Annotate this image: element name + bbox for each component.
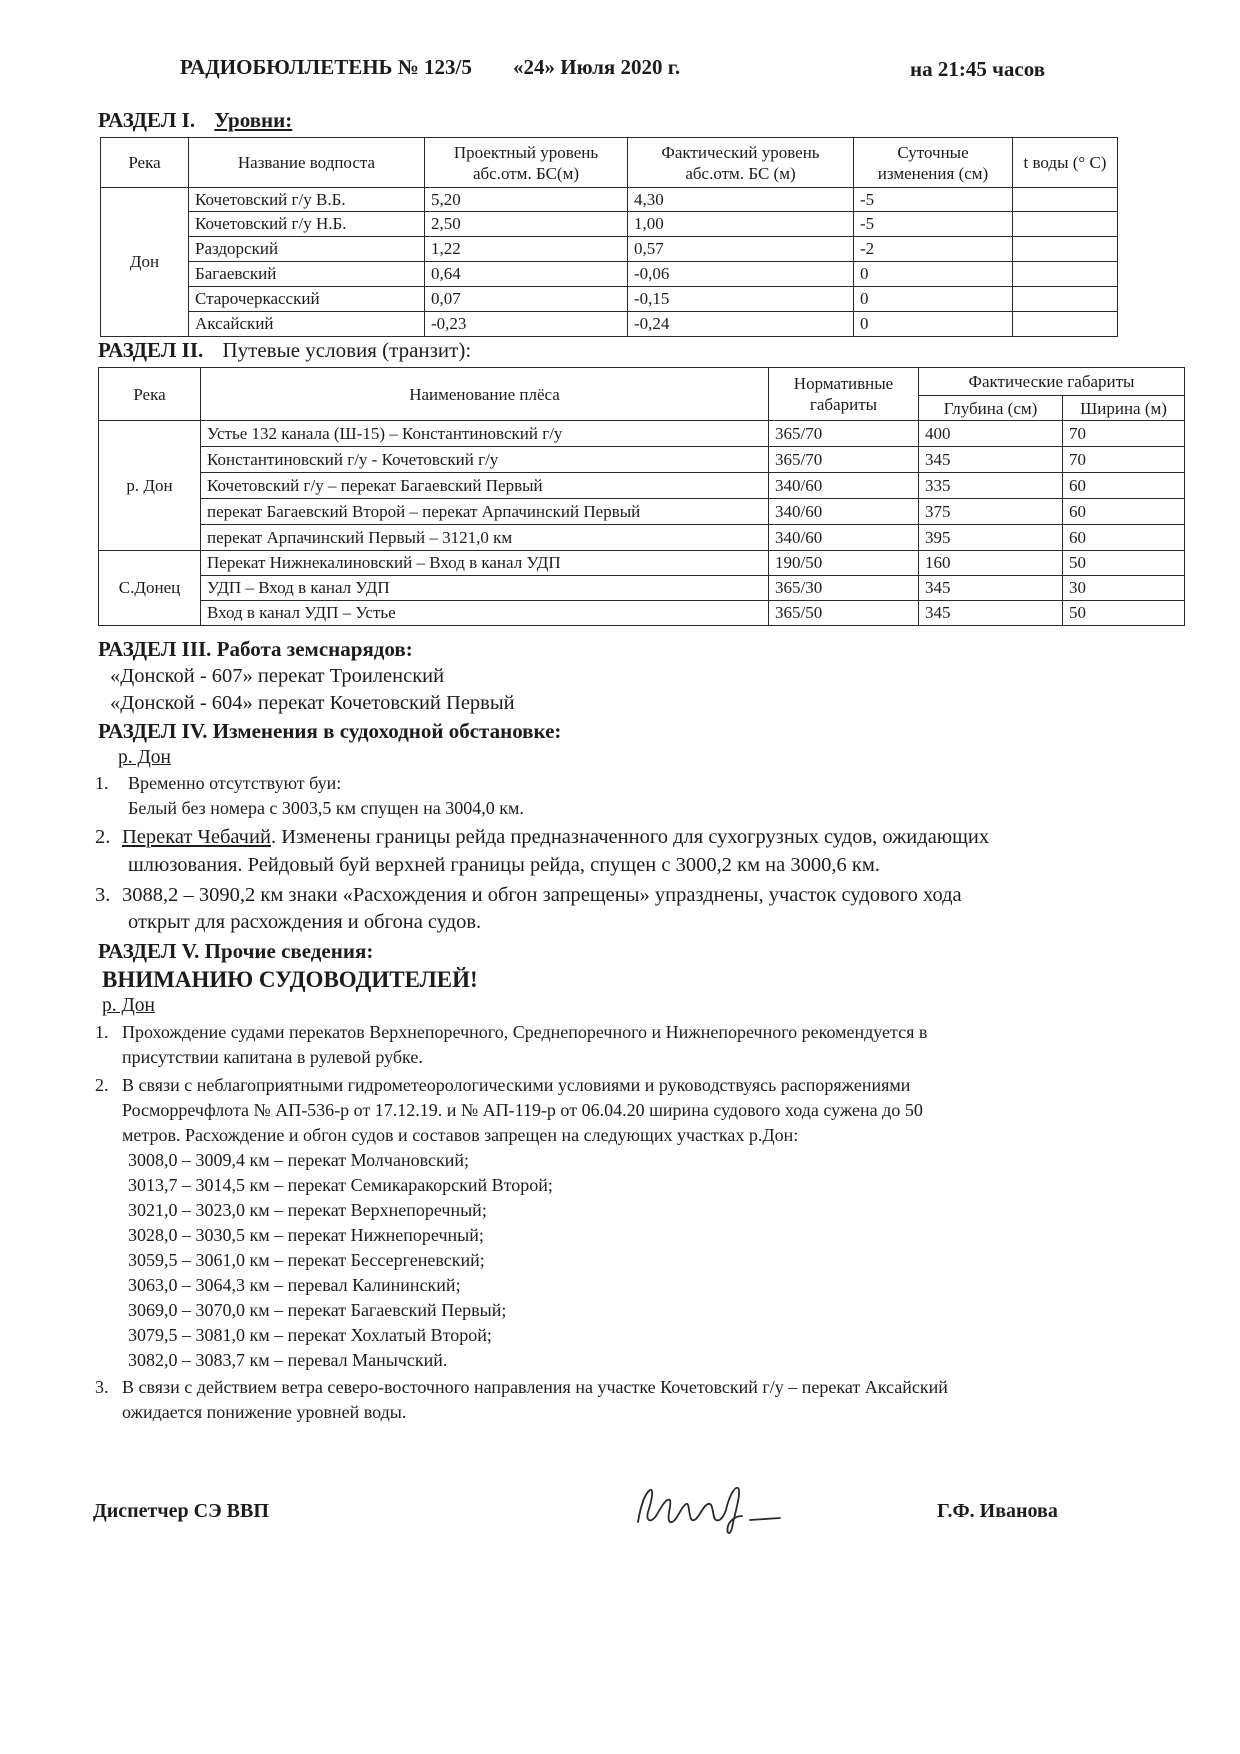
- levels-col-actual: Фактический уровень абс.отм. БС (м): [628, 138, 854, 188]
- restricted-stretch: 3069,0 – 3070,0 км – перекат Багаевский Первый;: [128, 1300, 507, 1320]
- s5-item2-line2: Росморречфлота № АП-536-р от 17.12.19. и № АП-119-р от 06.04.20 ширина судового хода сужена до 50: [122, 1100, 923, 1120]
- daily-change: 0: [854, 312, 1013, 337]
- dispatcher-position: Диспетчер СЭ ВВП: [93, 1500, 269, 1522]
- section1-title: Уровни:: [214, 108, 293, 132]
- restricted-stretch: 3013,7 – 3014,5 км – перекат Семикаракорский Второй;: [128, 1175, 553, 1195]
- s5-item3-line2: ожидается понижение уровней воды.: [122, 1402, 407, 1422]
- section5-river-label: р. Дон: [102, 995, 155, 1016]
- design-level: -0,23: [425, 312, 628, 337]
- restricted-stretch: 3063,0 – 3064,3 км – перевал Калининский;: [128, 1275, 461, 1295]
- stretch-name: Перекат Нижнекалиновский – Вход в канал УДП: [201, 551, 769, 576]
- table-row: [99, 525, 1185, 551]
- s5-item2-line3: метров. Расхождение и обгон судов и составов запрещен на следующих участках р.Дон:: [122, 1125, 799, 1145]
- route-col-norm: Нормативные габариты: [769, 368, 919, 421]
- table-row: [99, 447, 1185, 473]
- stretch-name: Устье 132 канала (Ш-15) – Константиновский г/у: [201, 421, 769, 447]
- dredger-item: «Донской - 604» перекат Кочетовский Первый: [110, 692, 515, 714]
- section2-heading: [98, 338, 471, 363]
- daily-change: -2: [854, 237, 1013, 262]
- actual-width: 60: [1063, 473, 1185, 499]
- handwritten-signature: [630, 1480, 800, 1540]
- water-temp: [1013, 287, 1118, 312]
- table-row: [99, 601, 1185, 626]
- design-level: 1,22: [425, 237, 628, 262]
- route-header-row: [99, 368, 1185, 396]
- s4-item3-line1: 3088,2 – 3090,2 км знаки «Расхождения и обгон запрещены» упразднены, участок судового хода: [122, 884, 962, 906]
- levels-col-design: Проектный уровень абс.отм. БС(м): [425, 138, 628, 188]
- s5-item2-line1: В связи с неблагоприятными гидрометеорологическими условиями и руководствуясь распоряжениями: [122, 1075, 911, 1095]
- list-number: 2.: [95, 1075, 109, 1095]
- water-temp: [1013, 262, 1118, 287]
- table-row: [101, 287, 1118, 312]
- stretch-name: перекат Багаевский Второй – перекат Арпачинский Первый: [201, 499, 769, 525]
- norm-dimensions: 365/30: [769, 576, 919, 601]
- actual-width: 30: [1063, 576, 1185, 601]
- table-row: [101, 237, 1118, 262]
- table-row: [101, 188, 1118, 212]
- design-level: 0,64: [425, 262, 628, 287]
- table-row: [101, 212, 1118, 237]
- section1-number: РАЗДЕЛ I.: [98, 108, 196, 132]
- table-row: [101, 262, 1118, 287]
- daily-change: 0: [854, 262, 1013, 287]
- actual-width: 70: [1063, 447, 1185, 473]
- norm-dimensions: 340/60: [769, 499, 919, 525]
- actual-level: -0,15: [628, 287, 854, 312]
- post-name: Багаевский: [189, 262, 425, 287]
- stretch-name: УДП – Вход в канал УДП: [201, 576, 769, 601]
- s4-item2-line2: шлюзования. Рейдовый буй верхней границы рейда, спущен с 3000,2 км на 3000,6 км.: [128, 854, 880, 876]
- water-temp: [1013, 188, 1118, 212]
- levels-header-row: [101, 138, 1118, 188]
- actual-width: 60: [1063, 499, 1185, 525]
- s4-item1-line1: Временно отсутствуют буи:: [128, 773, 342, 793]
- section5-heading: [98, 939, 373, 964]
- actual-width: 60: [1063, 525, 1185, 551]
- norm-dimensions: 190/50: [769, 551, 919, 576]
- bulletin-time: на 21:45 часов: [910, 57, 1046, 81]
- actual-depth: 375: [919, 499, 1063, 525]
- design-level: 0,07: [425, 287, 628, 312]
- route-col-stretch: Наименование плёса: [201, 368, 769, 421]
- daily-change: 0: [854, 287, 1013, 312]
- actual-depth: 400: [919, 421, 1063, 447]
- table-row: [99, 421, 1185, 447]
- water-temp: [1013, 312, 1118, 337]
- norm-dimensions: 340/60: [769, 473, 919, 499]
- section5-title: РАЗДЕЛ V. Прочие сведения:: [98, 939, 374, 963]
- actual-depth: 345: [919, 601, 1063, 626]
- norm-dimensions: 365/70: [769, 447, 919, 473]
- table-row: [99, 576, 1185, 601]
- restricted-stretch: 3079,5 – 3081,0 км – перекат Хохлатый Второй;: [128, 1325, 492, 1345]
- section4-river-label: р. Дон: [118, 747, 171, 768]
- levels-col-change: Суточные изменения (см): [854, 138, 1013, 188]
- actual-depth: 160: [919, 551, 1063, 576]
- section5-river: [102, 995, 155, 1017]
- dispatcher-name: Г.Ф. Иванова: [937, 1500, 1058, 1522]
- restricted-stretch: 3028,0 – 3030,5 км – перекат Нижнепоречный;: [128, 1225, 484, 1245]
- dredger-item: «Донской - 607» перекат Троиленский: [110, 665, 445, 687]
- post-name: Раздорский: [189, 237, 425, 262]
- levels-col-river: Река: [101, 138, 189, 188]
- actual-width: 50: [1063, 601, 1185, 626]
- actual-depth: 395: [919, 525, 1063, 551]
- s4-item2-line1: [122, 826, 989, 849]
- section3-heading: [98, 637, 413, 662]
- list-number: 3.: [95, 1377, 109, 1397]
- table-row: [99, 551, 1185, 576]
- s4-item1-line2: Белый без номера с 3003,5 км спущен на 3004,0 км.: [128, 798, 524, 818]
- s5-item1-line2: присутствии капитана в рулевой рубке.: [122, 1047, 423, 1067]
- actual-width: 50: [1063, 551, 1185, 576]
- section4-river: [118, 747, 171, 769]
- section2-title: Путевые условия (транзит):: [222, 338, 472, 362]
- stretch-name: Константиновский г/у - Кочетовский г/у: [201, 447, 769, 473]
- route-col-depth: Глубина (см): [919, 396, 1063, 421]
- actual-width: 70: [1063, 421, 1185, 447]
- levels-table: [100, 137, 1118, 337]
- actual-level: -0,06: [628, 262, 854, 287]
- section4-title: РАЗДЕЛ IV. Изменения в судоходной обстановке:: [98, 719, 562, 743]
- section1-heading: [98, 108, 292, 133]
- stretch-name: Вход в канал УДП – Устье: [201, 601, 769, 626]
- route-river-cell: С.Донец: [99, 551, 201, 626]
- design-level: 5,20: [425, 188, 628, 212]
- bulletin-date: «24» Июля 2020 г.: [513, 55, 681, 79]
- list-number: 1.: [95, 773, 109, 793]
- daily-change: -5: [854, 188, 1013, 212]
- route-col-width: Ширина (м): [1063, 396, 1185, 421]
- actual-depth: 345: [919, 447, 1063, 473]
- restricted-stretch: 3008,0 – 3009,4 км – перекат Молчановский;: [128, 1150, 469, 1170]
- table-row: [99, 473, 1185, 499]
- levels-river-cell: Дон: [101, 188, 189, 337]
- attention-heading: [102, 967, 478, 993]
- norm-dimensions: 365/50: [769, 601, 919, 626]
- post-name: Старочеркасский: [189, 287, 425, 312]
- s5-item3-line1: В связи с действием ветра северо-восточного направления на участке Кочетовский г/у – перекат Аксайский: [122, 1377, 948, 1397]
- s4-item3-line2: открыт для расхождения и обгона судов.: [128, 911, 482, 933]
- table-row: [99, 499, 1185, 525]
- route-col-river: Река: [99, 368, 201, 421]
- actual-level: 4,30: [628, 188, 854, 212]
- post-name: Кочетовский г/у Н.Б.: [189, 212, 425, 237]
- section2-number: РАЗДЕЛ II.: [98, 338, 204, 362]
- stretch-name: Кочетовский г/у – перекат Багаевский Первый: [201, 473, 769, 499]
- daily-change: -5: [854, 212, 1013, 237]
- levels-col-post: Название водпоста: [189, 138, 425, 188]
- list-number: 1.: [95, 1022, 109, 1042]
- attention-title: ВНИМАНИЮ СУДОВОДИТЕЛЕЙ!: [102, 967, 478, 992]
- post-name: Аксайский: [189, 312, 425, 337]
- actual-depth: 335: [919, 473, 1063, 499]
- s4-item2-line1-text: . Изменены границы рейда предназначенного для сухогрузных судов, ожидающих: [270, 826, 990, 848]
- table-row: [101, 312, 1118, 337]
- route-river-cell: р. Дон: [99, 421, 201, 551]
- cebachiy-rift-link: Перекат Чебачий: [122, 826, 271, 848]
- stretch-name: перекат Арпачинский Первый – 3121,0 км: [201, 525, 769, 551]
- restricted-stretch: 3082,0 – 3083,7 км – перевал Манычский.: [128, 1350, 448, 1370]
- actual-level: 0,57: [628, 237, 854, 262]
- post-name: Кочетовский г/у В.Б.: [189, 188, 425, 212]
- list-number: 2.: [95, 826, 111, 848]
- norm-dimensions: 365/70: [769, 421, 919, 447]
- route-col-actual: Фактические габариты: [919, 368, 1185, 396]
- actual-level: 1,00: [628, 212, 854, 237]
- design-level: 2,50: [425, 212, 628, 237]
- water-temp: [1013, 212, 1118, 237]
- actual-depth: 345: [919, 576, 1063, 601]
- levels-col-temp: t воды (° С): [1013, 138, 1118, 188]
- s5-item1-line1: Прохождение судами перекатов Верхнепоречного, Среднепоречного и Нижнепоречного рекомендуется в: [122, 1022, 928, 1042]
- restricted-stretch: 3021,0 – 3023,0 км – перекат Верхнепоречный;: [128, 1200, 487, 1220]
- actual-level: -0,24: [628, 312, 854, 337]
- section3-title: РАЗДЕЛ III. Работа земснарядов:: [98, 637, 413, 661]
- list-number: 3.: [95, 884, 111, 906]
- section4-heading: [98, 719, 561, 744]
- restricted-stretch: 3059,5 – 3061,0 км – перекат Бессергеневский;: [128, 1250, 485, 1270]
- route-table: [98, 367, 1185, 626]
- water-temp: [1013, 237, 1118, 262]
- bulletin-title: РАДИОБЮЛЛЕТЕНЬ № 123/5: [180, 55, 472, 79]
- norm-dimensions: 340/60: [769, 525, 919, 551]
